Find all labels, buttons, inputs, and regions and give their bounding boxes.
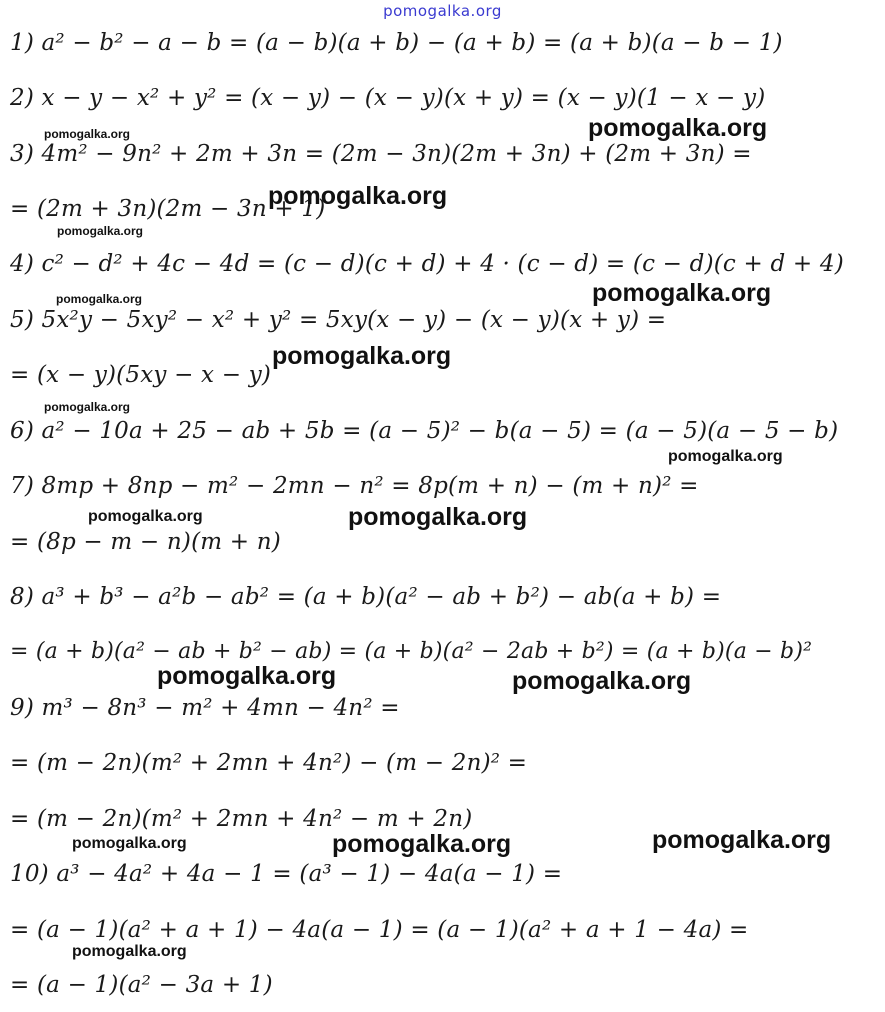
solution-line-1: 1) a² − b² − a − b = (a − b)(a + b) − (a + b) = (a + b)(a − b − 1) xyxy=(10,30,783,56)
watermark: pomogalka.org xyxy=(157,662,337,690)
solution-line-3: 3) 4m² − 9n² + 2m + 3n = (2m − 3n)(2m + 3n) + (2m + 3n) = xyxy=(10,141,752,167)
watermark: pomogalka.org xyxy=(56,292,143,306)
solution-line-7-cont: = (8p − m − n)(m + n) xyxy=(10,529,281,555)
solution-line-5-cont: = (x − y)(5xy − x − y) xyxy=(10,362,272,388)
solution-line-9-cont-2: = (m − 2n)(m² + 2mn + 4n² − m + 2n) xyxy=(10,806,473,832)
watermark: pomogalka.org xyxy=(272,342,452,370)
watermark: pomogalka.org xyxy=(57,224,144,238)
watermark: pomogalka.org xyxy=(652,826,832,854)
solution-line-3-cont: = (2m + 3n)(2m − 3n + 1) xyxy=(10,196,326,222)
watermark: pomogalka.org xyxy=(44,400,131,414)
watermark: pomogalka.org xyxy=(72,835,187,852)
solution-line-7: 7) 8mp + 8np − m² − 2mn − n² = 8p(m + n) − (m + n)² = xyxy=(10,473,699,499)
watermark: pomogalka.org xyxy=(668,448,783,465)
watermark: pomogalka.org xyxy=(588,114,768,142)
solution-line-10-cont-2: = (a − 1)(a² − 3a + 1) xyxy=(10,972,273,998)
solution-line-9-cont-1: = (m − 2n)(m² + 2mn + 4n²) − (m − 2n)² = xyxy=(10,750,528,776)
watermark: pomogalka.org xyxy=(512,667,692,695)
watermark: pomogalka.org xyxy=(348,503,528,531)
solution-line-10-cont-1: = (a − 1)(a² + a + 1) − 4a(a − 1) = (a − 1)(a² + a + 1 − 4a) = xyxy=(10,917,749,943)
solution-line-8: 8) a³ + b³ − a²b − ab² = (a + b)(a² − ab + b²) − ab(a + b) = xyxy=(10,584,722,610)
solution-line-9: 9) m³ − 8n³ − m² + 4mn − 4n² = xyxy=(10,695,400,721)
solution-line-5: 5) 5x²y − 5xy² − x² + y² = 5xy(x − y) − (x − y)(x + y) = xyxy=(10,307,667,333)
watermark: pomogalka.org xyxy=(268,182,448,210)
watermark: pomogalka.org xyxy=(332,830,512,858)
site-header[interactable]: pomogalka.org xyxy=(383,2,502,20)
watermark: pomogalka.org xyxy=(88,508,203,525)
solution-line-4: 4) c² − d² + 4c − 4d = (c − d)(c + d) + 4 · (c − d) = (c − d)(c + d + 4) xyxy=(10,251,844,277)
solution-line-10: 10) a³ − 4a² + 4a − 1 = (a³ − 1) − 4a(a − 1) = xyxy=(10,861,563,887)
watermark: pomogalka.org xyxy=(72,943,187,960)
solution-line-2: 2) x − y − x² + y² = (x − y) − (x − y)(x + y) = (x − y)(1 − x − y) xyxy=(10,85,766,111)
watermark: pomogalka.org xyxy=(592,279,772,307)
solution-line-8-cont: = (a + b)(a² − ab + b² − ab) = (a + b)(a² − 2ab + b²) = (a + b)(a − b)² xyxy=(10,639,813,664)
watermark: pomogalka.org xyxy=(44,127,131,141)
solution-line-6: 6) a² − 10a + 25 − ab + 5b = (a − 5)² − b(a − 5) = (a − 5)(a − 5 − b) xyxy=(10,418,839,444)
